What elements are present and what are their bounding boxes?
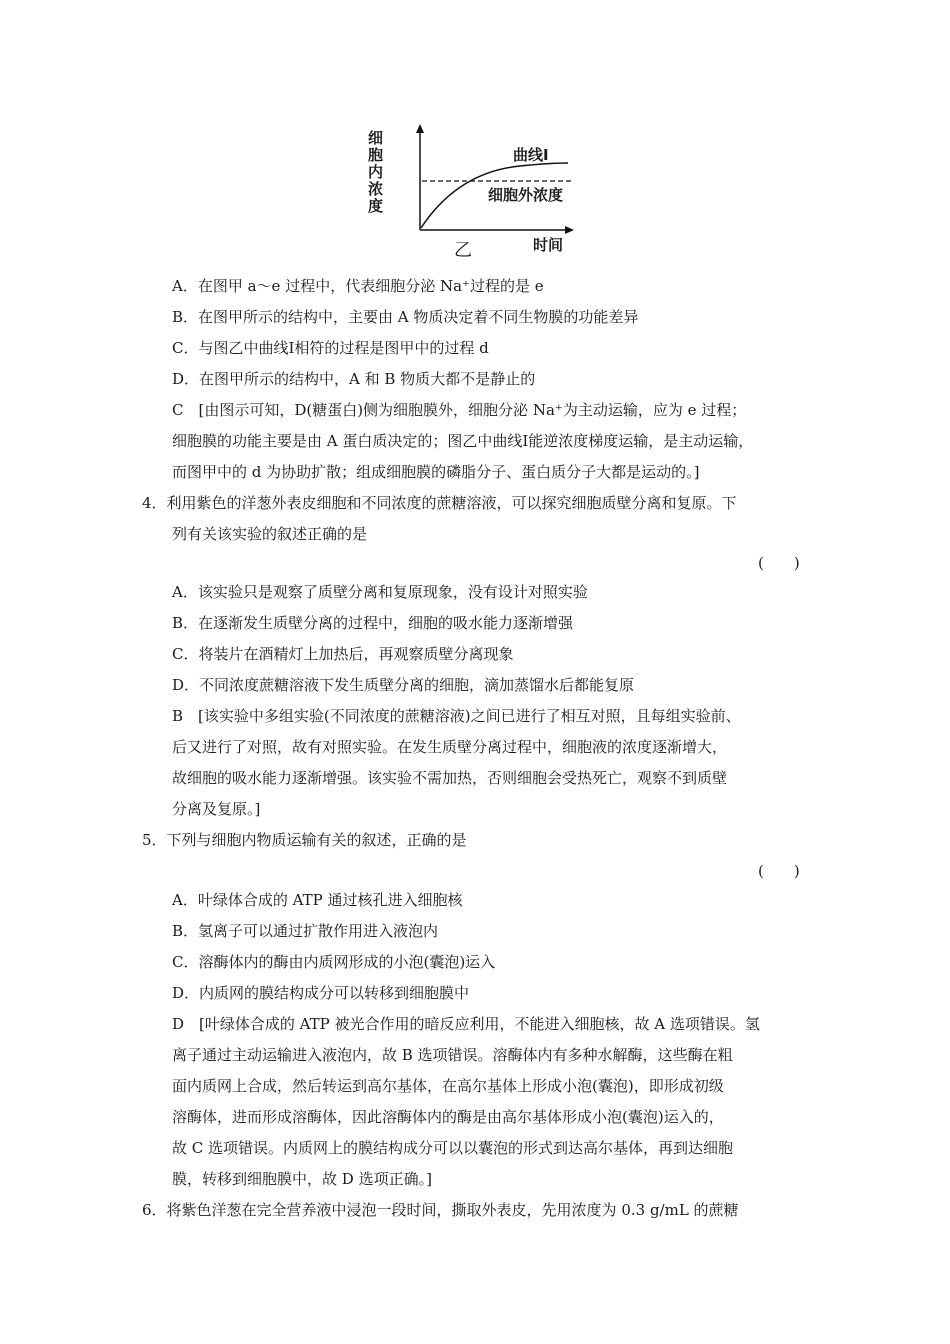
q3-answer-line-3: 而图甲中的 d 为协助扩散；组成细胞膜的磷脂分子、蛋白质分子大都是运动的。] [172,463,700,481]
figure-x-label: 时间 [533,236,564,254]
q5-answer-line-5: 故 C 选项错误。内质网上的膜结构成分可以以囊泡的形式到达高尔基体，再到达细胞 [172,1139,734,1157]
q4-stem-line-1: 4．利用紫色的洋葱外表皮细胞和不同浓度的蔗糖溶液，可以探究细胞质壁分离和复原。下 [142,494,737,512]
q4-stem-line-2: 列有关该实验的叙述正确的是 [172,525,368,543]
q5-answer-line-3: 面内质网上合成，然后转运到高尔基体，在高尔基体上形成小泡(囊泡)，即形成初级 [172,1077,724,1095]
q4-answer-paren: ( ) [758,554,800,572]
q4-answer-line-2: 后又进行了对照，故有对照实验。在发生质壁分离过程中，细胞液的浓度逐渐增大， [172,738,728,756]
outside-concentration-label: 细胞外浓度 [488,186,564,204]
x-axis-arrow [565,226,574,234]
q5-answer-paren: ( ) [758,862,800,880]
q4-option-d: D．不同浓度蔗糖溶液下发生质壁分离的细胞，滴加蒸馏水后都能复原 [172,676,635,694]
q4-answer-line-1: B [该实验中多组实验(不同浓度的蔗糖溶液)之间已进行了相互对照，且每组实验前、 [172,707,741,725]
q5-answer-line-6: 膜，转移到细胞膜中，故 D 选项正确。] [172,1170,432,1188]
q4-option-a: A．该实验只是观察了质壁分离和复原现象，没有设计对照实验 [172,583,588,601]
q5-answer-line-4: 溶酶体，进而形成溶酶体，因此溶酶体内的酶是由高尔基体形成小泡(囊泡)运入的， [172,1108,724,1126]
figure-y-label: 细胞内浓度 [368,129,384,215]
q4-answer-line-3: 故细胞的吸水能力逐渐增强。该实验不需加热，否则细胞会受热死亡，观察不到质壁 [172,769,728,787]
q3-option-d: D．在图甲所示的结构中，A 和 B 物质大都不是静止的 [172,370,536,388]
q4-option-b: B．在逐渐发生质壁分离的过程中，细胞的吸水能力逐渐增强 [172,614,574,632]
q3-answer-line-2: 细胞膜的功能主要是由 A 蛋白质决定的；图乙中曲线Ⅰ能逆浓度梯度运输，是主动运输， [172,432,754,450]
q3-answer-line-1: C [由图示可知，D(糖蛋白)侧为细胞膜外，细胞分泌 Na⁺为主动运输，应为 e 过程； [172,401,747,419]
q5-answer-line-2: 离子通过主动运输进入液泡内，故 B 选项错误。溶酶体内有多种水解酶，这些酶在粗 [172,1046,733,1064]
q5-option-d: D．内质网的膜结构成分可以转移到细胞膜中 [172,984,470,1002]
q5-option-a: A．叶绿体合成的 ATP 通过核孔进入细胞核 [172,891,463,909]
q6-stem-line-1: 6．将紫色洋葱在完全营养液中浸泡一段时间，撕取外表皮，先用浓度为 0.3 g/mL 的蔗糖 [142,1201,739,1219]
q3-option-b: B．在图甲所示的结构中，主要由 A 物质决定着不同生物膜的功能差异 [172,308,639,326]
curve-one-label: 曲线Ⅰ [513,146,549,164]
y-axis-arrow [416,124,424,133]
q5-answer-line-1: D [叶绿体合成的 ATP 被光合作用的暗反应利用，不能进入细胞核，故 A 选项错误。氢 [172,1015,760,1033]
q3-option-a: A．在图甲 a～e 过程中，代表细胞分泌 Na⁺过程的是 e [172,277,544,295]
q5-option-c: C．溶酶体内的酶由内质网形成的小泡(囊泡)运入 [172,953,496,971]
concentration-time-figure [368,118,588,261]
q4-answer-line-4: 分离及复原。] [172,800,261,818]
q5-stem-line-1: 5．下列与细胞内物质运输有关的叙述，正确的是 [142,831,467,849]
q4-option-c: C．将装片在酒精灯上加热后，再观察质壁分离现象 [172,645,514,663]
q5-option-b: B．氢离子可以通过扩散作用进入液泡内 [172,922,439,940]
figure-caption: 乙 [454,240,472,261]
q3-option-c: C．与图乙中曲线Ⅰ相符的过程是图甲中的过程 d [172,339,489,357]
